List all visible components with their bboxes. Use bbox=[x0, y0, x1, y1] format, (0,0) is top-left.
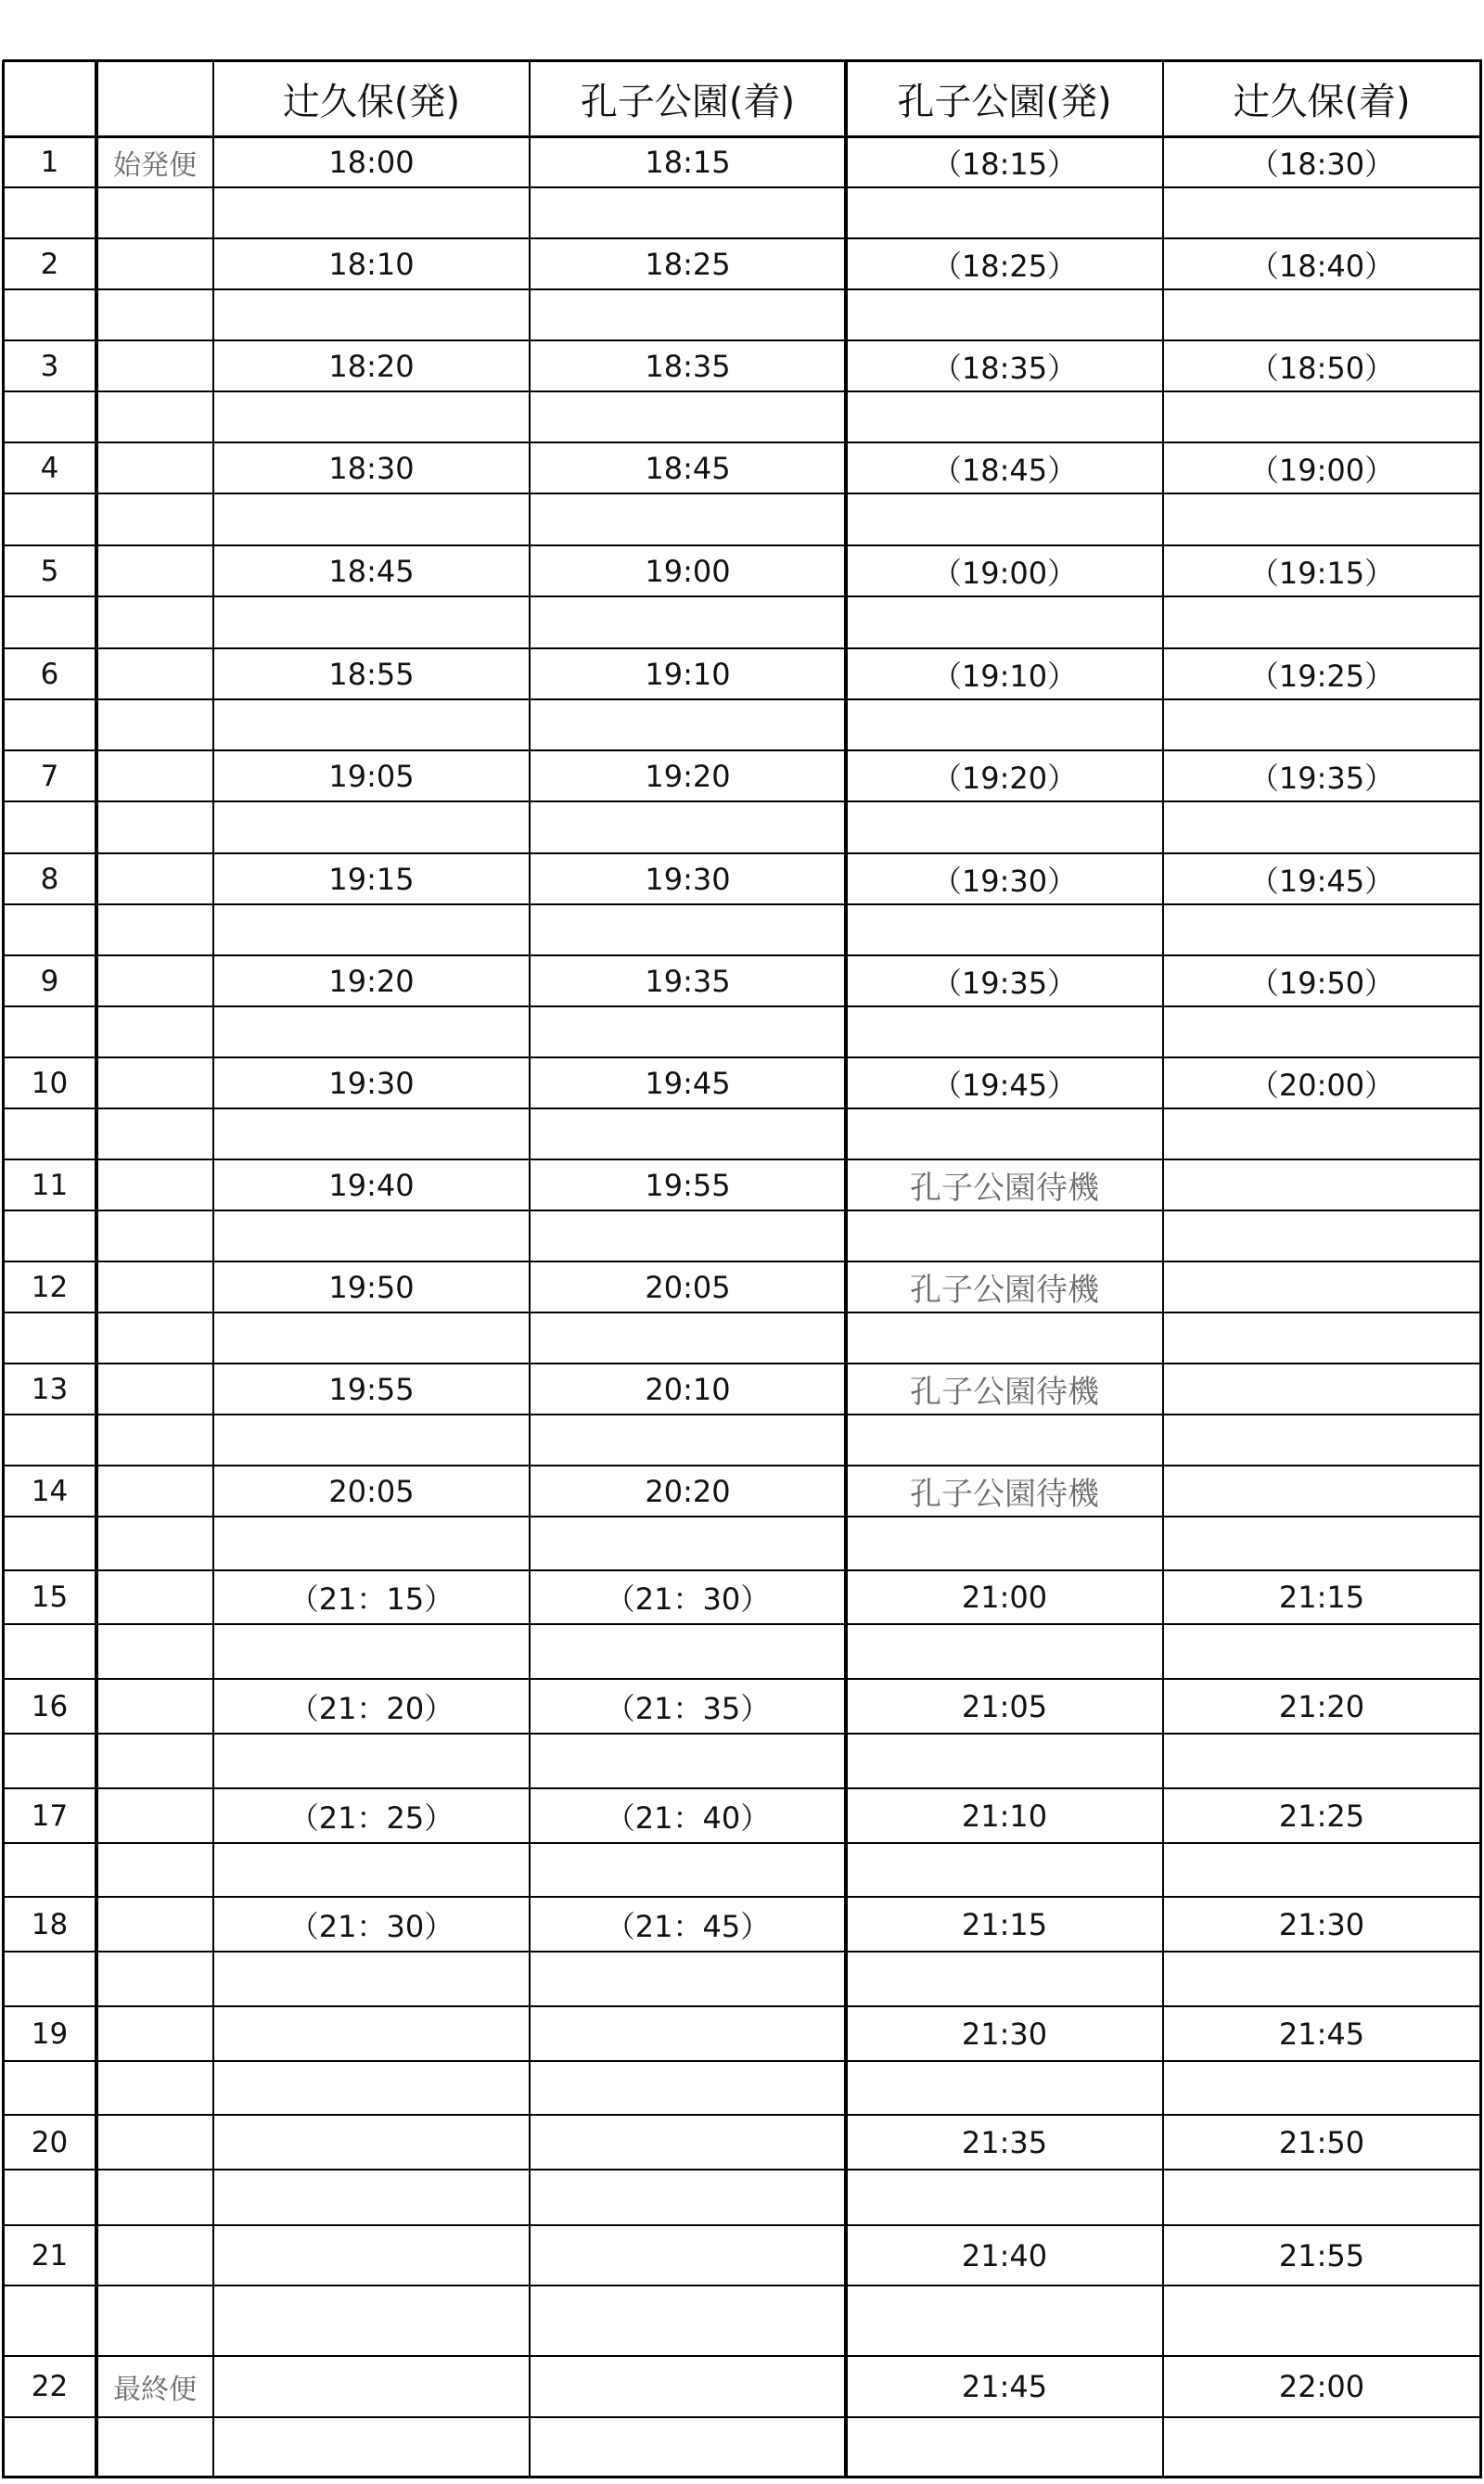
koshi-park-arrive-time: 20:20 bbox=[645, 1473, 731, 1509]
trip-note bbox=[96, 340, 213, 391]
tsujikubo-arrive-time: （20:00） bbox=[1248, 1067, 1395, 1103]
trip-note bbox=[96, 1570, 213, 1624]
row-number: 1 bbox=[40, 145, 59, 179]
tsujikubo-depart-time: 19:50 bbox=[328, 1269, 415, 1305]
tsujikubo-depart-time: （21：20） bbox=[288, 1690, 454, 1726]
row-number: 10 bbox=[31, 1066, 69, 1100]
koshi-park-arrive-time: （21：35） bbox=[605, 1690, 771, 1726]
koshi-park-arrive-time bbox=[530, 2356, 846, 2417]
koshi-park-arrive-time: （21：45） bbox=[605, 1908, 771, 1944]
tsujikubo-arrive-time: 21:50 bbox=[1278, 2124, 1365, 2160]
koshi-park-depart-time: 孔子公園待機 bbox=[910, 1272, 1099, 1309]
row-number: 6 bbox=[40, 657, 59, 691]
tsujikubo-arrive-time: （18:30） bbox=[1248, 146, 1395, 182]
trip-note bbox=[96, 2225, 213, 2286]
tsujikubo-depart-time: 19:05 bbox=[328, 758, 415, 794]
header-tsujikubo-arrive: 辻久保(着) bbox=[1233, 80, 1411, 123]
trip-note: 最終便 bbox=[113, 2374, 197, 2406]
tsujikubo-arrive-time bbox=[1163, 1159, 1480, 1210]
row-number: 22 bbox=[31, 2370, 69, 2403]
koshi-park-depart-time: 21:45 bbox=[961, 2369, 1048, 2404]
trip-note bbox=[96, 648, 213, 699]
koshi-park-arrive-time: 19:20 bbox=[645, 758, 731, 794]
trip-note bbox=[96, 1466, 213, 1517]
tsujikubo-arrive-time: 21:20 bbox=[1278, 1688, 1365, 1724]
row-number: 4 bbox=[40, 451, 59, 485]
tsujikubo-arrive-time: （19:45） bbox=[1248, 863, 1395, 899]
trip-note bbox=[96, 1897, 213, 1952]
tsujikubo-depart-time: 19:15 bbox=[328, 861, 415, 897]
koshi-park-depart-time: 孔子公園待機 bbox=[910, 1374, 1099, 1411]
tsujikubo-depart-time: 20:05 bbox=[328, 1473, 415, 1509]
tsujikubo-depart-time: 19:55 bbox=[328, 1371, 415, 1407]
table-border-bottom bbox=[3, 2476, 1482, 2478]
koshi-park-depart-time: 孔子公園待機 bbox=[910, 1476, 1099, 1513]
tsujikubo-depart-time: （21：25） bbox=[288, 1799, 454, 1836]
koshi-park-depart-time: 21:35 bbox=[961, 2124, 1048, 2160]
trip-note bbox=[96, 1159, 213, 1210]
trip-note bbox=[96, 1364, 213, 1415]
koshi-park-depart-time: 21:40 bbox=[961, 2237, 1048, 2273]
koshi-park-depart-time: 21:05 bbox=[961, 1688, 1048, 1724]
trip-note: 始発便 bbox=[113, 148, 197, 182]
tsujikubo-arrive-time bbox=[1163, 1466, 1480, 1517]
header-note bbox=[96, 60, 213, 136]
koshi-park-depart-time: （18:15） bbox=[931, 146, 1078, 182]
trip-note bbox=[96, 1788, 213, 1843]
tsujikubo-depart-time: （21：15） bbox=[288, 1581, 454, 1617]
header-koshi-park-arrive: 孔子公園(着) bbox=[580, 80, 796, 123]
koshi-park-arrive-time: 19:55 bbox=[645, 1167, 731, 1203]
trip-note bbox=[96, 442, 213, 493]
row-number: 11 bbox=[31, 1168, 69, 1202]
row-number: 15 bbox=[31, 1581, 69, 1614]
row-number: 5 bbox=[40, 554, 59, 588]
row-number: 9 bbox=[40, 964, 59, 998]
koshi-park-depart-time: 孔子公園待機 bbox=[910, 1170, 1099, 1207]
tsujikubo-arrive-time: （18:50） bbox=[1248, 350, 1395, 386]
koshi-park-depart-time: 21:30 bbox=[961, 2016, 1048, 2052]
koshi-park-arrive-time: 18:45 bbox=[645, 450, 731, 486]
row-number: 13 bbox=[31, 1372, 69, 1406]
row-number: 17 bbox=[31, 1799, 69, 1833]
koshi-park-depart-time: （18:45） bbox=[931, 452, 1078, 488]
row-number: 21 bbox=[31, 2238, 69, 2273]
row-number: 20 bbox=[31, 2125, 69, 2159]
trip-note bbox=[96, 955, 213, 1006]
tsujikubo-depart-time: （21：30） bbox=[288, 1908, 454, 1944]
koshi-park-depart-time: （19:20） bbox=[931, 760, 1078, 796]
row-number: 19 bbox=[31, 2017, 69, 2051]
tsujikubo-arrive-time: 21:15 bbox=[1278, 1580, 1365, 1615]
row-number: 3 bbox=[40, 349, 59, 383]
tsujikubo-depart-time bbox=[213, 2115, 530, 2170]
tsujikubo-depart-time: 18:30 bbox=[328, 450, 415, 486]
koshi-park-depart-time: （19:45） bbox=[931, 1067, 1078, 1103]
koshi-park-arrive-time: 19:10 bbox=[645, 656, 731, 692]
tsujikubo-depart-time bbox=[213, 2356, 530, 2417]
koshi-park-arrive-time: （21：40） bbox=[605, 1799, 771, 1836]
tsujikubo-arrive-time: 21:55 bbox=[1278, 2237, 1365, 2273]
row-number: 14 bbox=[31, 1474, 69, 1508]
tsujikubo-depart-time: 18:00 bbox=[328, 144, 415, 180]
koshi-park-arrive-time bbox=[530, 2115, 846, 2170]
koshi-park-depart-time: （19:30） bbox=[931, 863, 1078, 899]
tsujikubo-depart-time: 18:55 bbox=[328, 656, 415, 692]
tsujikubo-depart-time: 19:20 bbox=[328, 963, 415, 999]
row-number: 2 bbox=[40, 247, 59, 281]
row-number: 12 bbox=[31, 1270, 69, 1304]
trip-note bbox=[96, 853, 213, 904]
tsujikubo-depart-time bbox=[213, 2006, 530, 2061]
trip-note bbox=[96, 545, 213, 596]
tsujikubo-depart-time: 18:10 bbox=[328, 246, 415, 282]
tsujikubo-arrive-time: 22:00 bbox=[1278, 2369, 1365, 2404]
header-tsujikubo-depart: 辻久保(発) bbox=[282, 80, 461, 123]
koshi-park-depart-time: （18:35） bbox=[931, 350, 1078, 386]
koshi-park-arrive-time bbox=[530, 2225, 846, 2286]
row-number: 16 bbox=[31, 1689, 69, 1723]
header-koshi-park-depart: 孔子公園(発) bbox=[897, 80, 1112, 123]
koshi-park-arrive-time: 19:35 bbox=[645, 963, 731, 999]
koshi-park-arrive-time: （21：30） bbox=[605, 1581, 771, 1617]
tsujikubo-depart-time: 19:40 bbox=[328, 1167, 415, 1203]
koshi-park-depart-time: 21:10 bbox=[961, 1798, 1048, 1834]
tsujikubo-arrive-time: （19:15） bbox=[1248, 555, 1395, 591]
koshi-park-arrive-time: 19:45 bbox=[645, 1065, 731, 1101]
koshi-park-arrive-time: 19:00 bbox=[645, 553, 731, 589]
koshi-park-depart-time: （19:10） bbox=[931, 658, 1078, 694]
koshi-park-arrive-time bbox=[530, 2006, 846, 2061]
koshi-park-depart-time: 21:00 bbox=[961, 1580, 1048, 1615]
tsujikubo-depart-time: 18:45 bbox=[328, 553, 415, 589]
tsujikubo-arrive-time: （18:40） bbox=[1248, 248, 1395, 284]
trip-note bbox=[96, 1057, 213, 1108]
trip-note bbox=[96, 238, 213, 289]
koshi-park-depart-time: （19:35） bbox=[931, 965, 1078, 1001]
tsujikubo-arrive-time: 21:30 bbox=[1278, 1906, 1365, 1942]
trip-note bbox=[96, 750, 213, 801]
koshi-park-arrive-time: 18:35 bbox=[645, 348, 731, 384]
tsujikubo-arrive-time: 21:25 bbox=[1278, 1798, 1365, 1834]
row-number: 18 bbox=[31, 1907, 69, 1941]
tsujikubo-arrive-time bbox=[1163, 1261, 1480, 1312]
trip-note bbox=[96, 2006, 213, 2061]
tsujikubo-arrive-time bbox=[1163, 1364, 1480, 1415]
koshi-park-arrive-time: 18:25 bbox=[645, 246, 731, 282]
koshi-park-depart-time: 21:15 bbox=[961, 1906, 1048, 1942]
koshi-park-arrive-time: 18:15 bbox=[645, 144, 731, 180]
trip-note bbox=[96, 1261, 213, 1312]
koshi-park-arrive-time: 19:30 bbox=[645, 861, 731, 897]
tsujikubo-arrive-time: （19:25） bbox=[1248, 658, 1395, 694]
tsujikubo-depart-time bbox=[213, 2225, 530, 2286]
tsujikubo-arrive-time: （19:00） bbox=[1248, 452, 1395, 488]
tsujikubo-arrive-time: （19:35） bbox=[1248, 760, 1395, 796]
koshi-park-arrive-time: 20:10 bbox=[645, 1371, 731, 1407]
tsujikubo-depart-time: 18:20 bbox=[328, 348, 415, 384]
header-number bbox=[3, 60, 96, 136]
tsujikubo-depart-time: 19:30 bbox=[328, 1065, 415, 1101]
tsujikubo-arrive-time: （19:50） bbox=[1248, 965, 1395, 1001]
trip-note bbox=[96, 2115, 213, 2170]
trip-note bbox=[96, 1679, 213, 1734]
koshi-park-depart-time: （18:25） bbox=[931, 248, 1078, 284]
row-number: 7 bbox=[40, 759, 59, 793]
tsujikubo-arrive-time: 21:45 bbox=[1278, 2016, 1365, 2052]
row-number: 8 bbox=[40, 862, 59, 896]
koshi-park-depart-time: （19:00） bbox=[931, 555, 1078, 591]
koshi-park-arrive-time: 20:05 bbox=[645, 1269, 731, 1305]
